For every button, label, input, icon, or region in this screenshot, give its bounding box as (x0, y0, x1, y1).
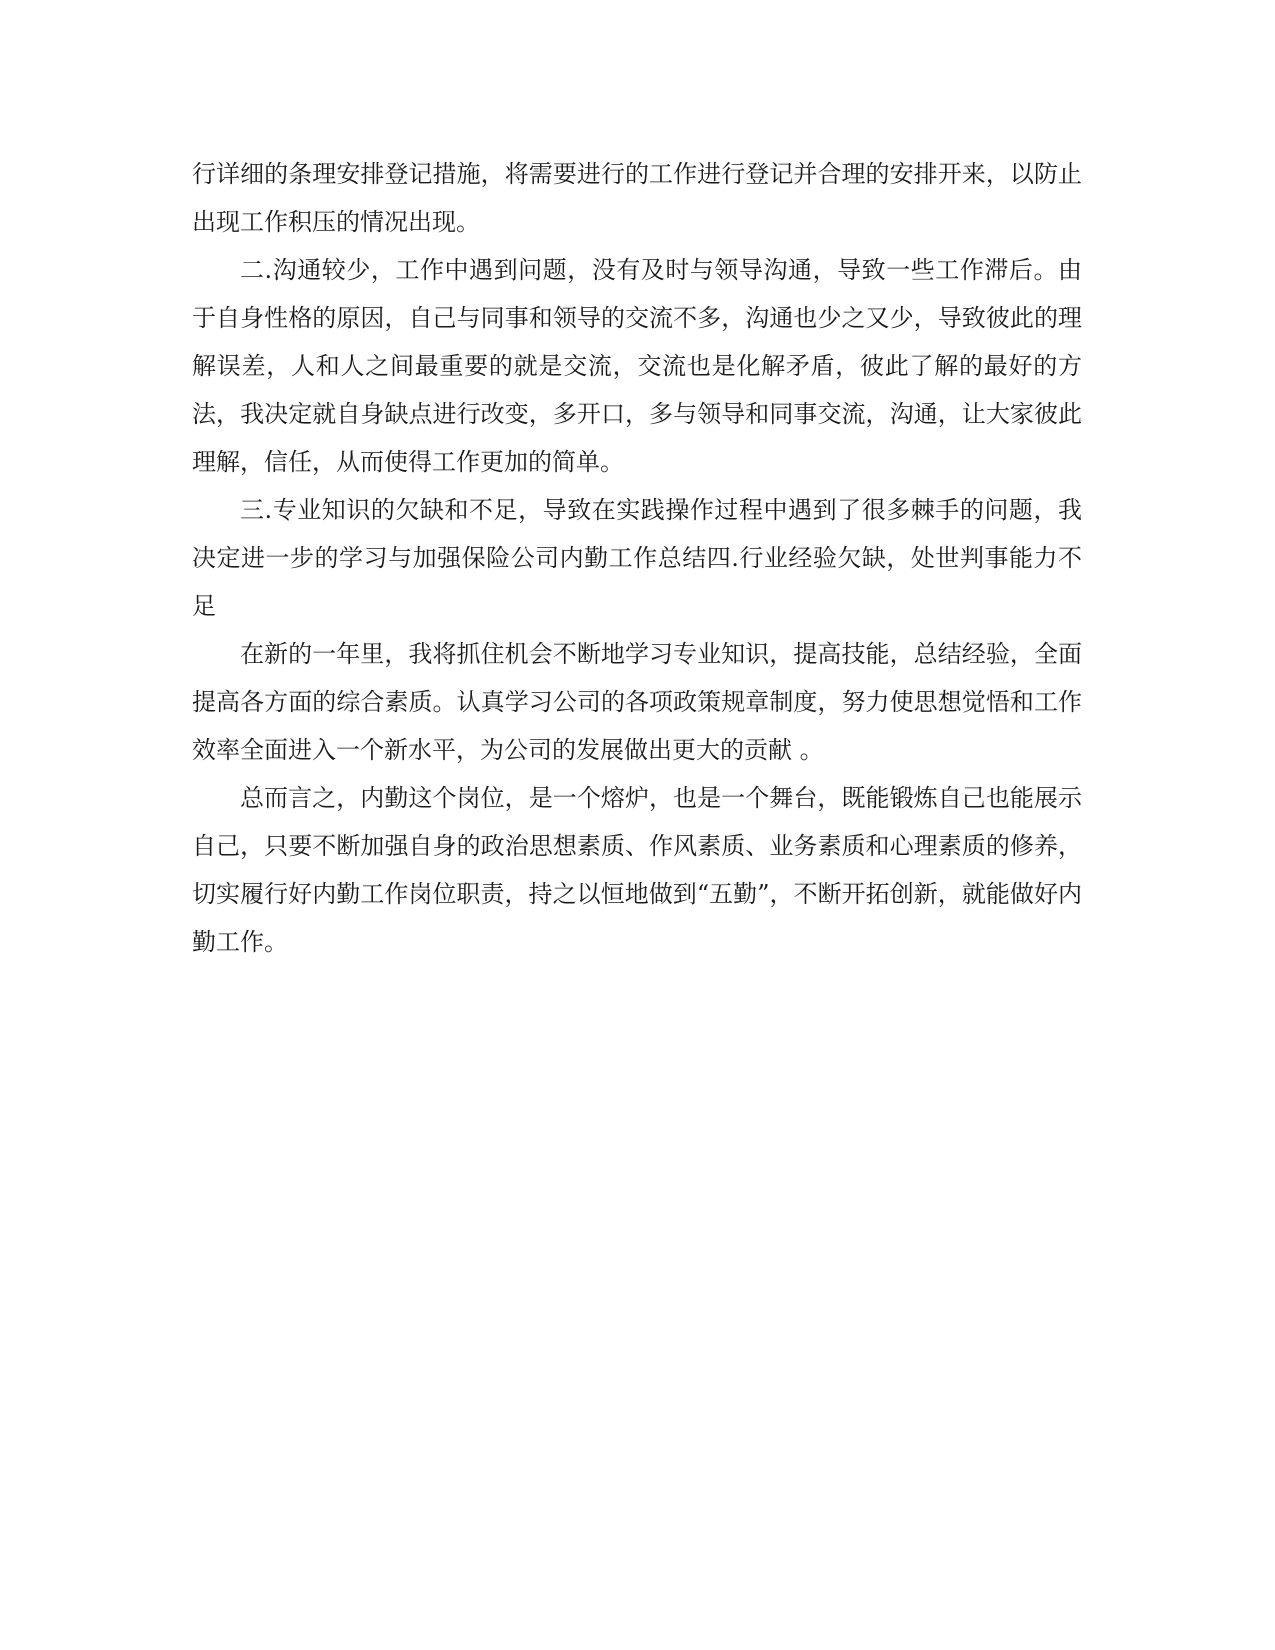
paragraph-new-year: 在新的一年里，我将抓住机会不断地学习专业知识，提高技能，总结经验，全面提高各方面的综合素质。认真学习公司的各项政策规章制度，努力使思想觉悟和工作效率全面进入一个新水平，为公司的发展做出更大的贡献 。 (192, 640, 1082, 764)
paragraph-communication: 二.沟通较少，工作中遇到问题，没有及时与领导沟通，导致一些工作滞后。由于自身性格的原因，自己与同事和领导的交流不多，沟通也少之又少，导致彼此的理解误差，人和人之间最重要的就是交流，交流也是化解矛盾，彼此了解的最好的方法，我决定就自身缺点进行改变，多开口，多与领导和同事交流，沟通，让大家彼此理解，信任，从而使得工作更加的简单。 (192, 256, 1082, 476)
paragraph-knowledge: 三.专业知识的欠缺和不足，导致在实践操作过程中遇到了很多棘手的问题，我决定进一步的学习与加强保险公司内勤工作总结四.行业经验欠缺，处世判事能力不足 (192, 496, 1082, 620)
paragraph-continuation: 行详细的条理安排登记措施，将需要进行的工作进行登记并合理的安排开来，以防止出现工作积压的情况出现。 (192, 160, 1082, 236)
paragraph-conclusion: 总而言之，内勤这个岗位，是一个熔炉，也是一个舞台，既能锻炼自己也能展示自己，只要不断加强自身的政治思想素质、作风素质、业务素质和心理素质的修养，切实履行好内勤工作岗位职责，持之以恒地做到“五勤”，不断开拓创新，就能做好内勤工作。 (192, 784, 1082, 956)
body-text (192, 150, 1082, 966)
